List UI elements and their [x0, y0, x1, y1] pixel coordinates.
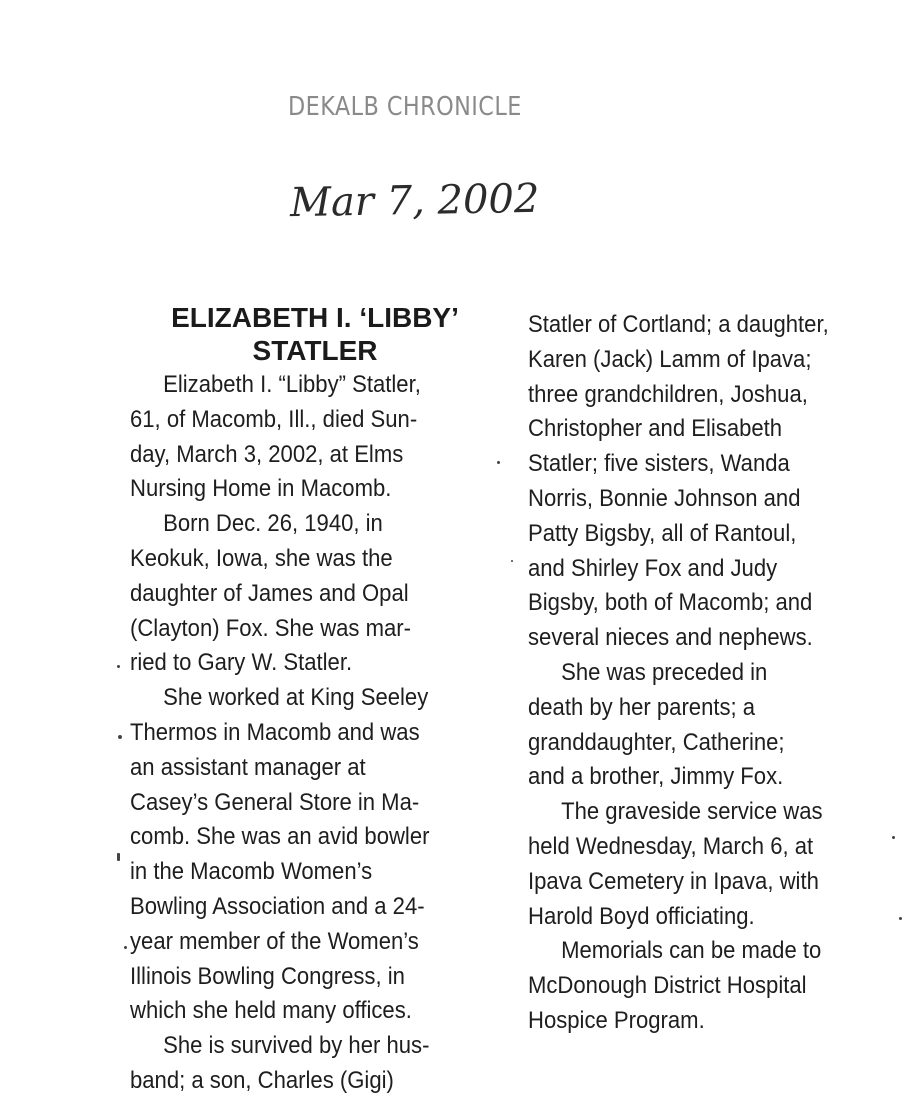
scan-speck: [892, 836, 895, 839]
scan-speck: [118, 735, 122, 739]
paragraph-line: Keokuk, Iowa, she was the: [130, 544, 393, 572]
scan-speck: [124, 946, 127, 949]
paragraph-line: 61, of Macomb, Ill., died Sun-: [130, 405, 418, 433]
paragraph-line: Hospice Program.: [528, 1006, 705, 1034]
obituary-headline: [130, 301, 500, 367]
paragraph-line: comb. She was an avid bowler: [130, 823, 430, 851]
paragraph-line: She worked at King Seeley: [163, 684, 429, 712]
paragraph-line: Illinois Bowling Congress, in: [130, 962, 405, 990]
headline-line: ELIZABETH I. ‘LIBBY’: [171, 302, 459, 333]
paragraph-line: Thermos in Macomb and was: [130, 718, 420, 746]
right-column: [528, 308, 903, 1039]
paragraph-line: daughter of James and Opal: [130, 579, 409, 607]
paragraph-line: She was preceded in: [561, 658, 768, 686]
paragraph-line: ried to Gary W. Statler.: [130, 649, 353, 677]
paragraph-line: which she held many offices.: [130, 997, 412, 1025]
paragraph-line: (Clayton) Fox. She was mar-: [130, 614, 411, 642]
paragraph-line: Ipava Cemetery in Ipava, with: [528, 867, 819, 895]
paragraph-line: an assistant manager at: [130, 753, 366, 781]
paragraph-line: Statler; five sisters, Wanda: [528, 450, 790, 478]
paragraph-line: several nieces and nephews.: [528, 624, 813, 652]
paragraph-line: band; a son, Charles (Gigi): [130, 1066, 394, 1094]
paragraph-line: and a brother, Jimmy Fox.: [528, 763, 784, 791]
paragraph-line: McDonough District Hospital: [528, 972, 807, 1000]
paragraph-line: Patty Bigsby, all of Rantoul,: [528, 519, 797, 547]
newspaper-name-stamp: DEKALB CHRONICLE: [288, 92, 522, 122]
scan-speck: [117, 853, 120, 861]
paragraph-line: death by her parents; a: [528, 693, 756, 721]
paragraph-line: Nursing Home in Macomb.: [130, 475, 392, 503]
scan-speck: [899, 917, 902, 920]
paragraph-line: Karen (Jack) Lamm of Ipava;: [528, 345, 812, 373]
scan-speck: [497, 461, 500, 464]
paragraph-line: Born Dec. 26, 1940, in: [163, 510, 383, 538]
paragraph-line: Memorials can be made to: [561, 937, 822, 965]
paragraph-line: Bigsby, both of Macomb; and: [528, 589, 813, 617]
scan-speck: [511, 560, 513, 562]
paragraph-line: The graveside service was: [561, 798, 823, 826]
scan-speck: [117, 665, 120, 668]
paragraph-line: held Wednesday, March 6, at: [528, 832, 814, 860]
paragraph-line: Harold Boyd officiating.: [528, 902, 755, 930]
paragraph-line: in the Macomb Women’s: [130, 858, 373, 886]
paragraph-line: day, March 3, 2002, at Elms: [130, 440, 404, 468]
paragraph-line: Casey’s General Store in Ma-: [130, 788, 420, 816]
paragraph-line: Elizabeth I. “Libby” Statler,: [163, 371, 421, 398]
paragraph-line: granddaughter, Catherine;: [528, 728, 785, 756]
left-column: [130, 368, 500, 1099]
paragraph-line: Bowling Association and a 24-: [130, 892, 425, 920]
paragraph-line: Norris, Bonnie Johnson and: [528, 484, 801, 512]
handwritten-date: Mar 7, 2002: [289, 175, 540, 227]
paragraph-line: year member of the Women’s: [130, 927, 419, 955]
headline-line: STATLER: [252, 335, 378, 366]
paragraph-line: Statler of Cortland; a daughter,: [528, 311, 829, 338]
paragraph-line: three grandchildren, Joshua,: [528, 380, 808, 408]
paragraph-line: She is survived by her hus-: [163, 1032, 430, 1060]
paragraph-line: and Shirley Fox and Judy: [528, 554, 778, 582]
paragraph-line: Christopher and Elisabeth: [528, 415, 783, 443]
